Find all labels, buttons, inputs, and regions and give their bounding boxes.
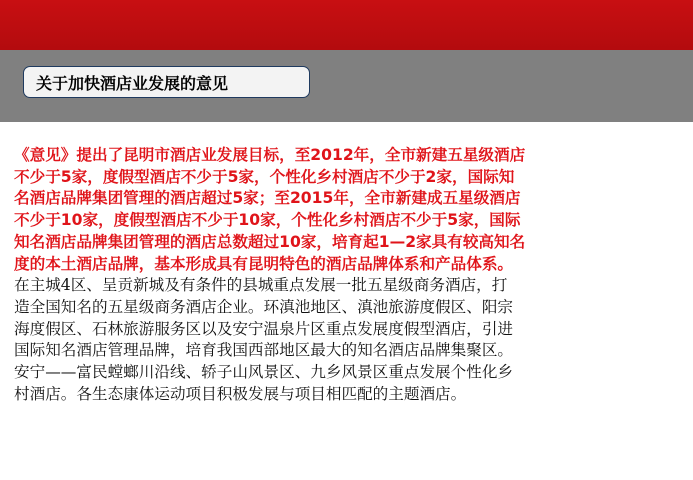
highlight-line: 知名酒店品牌集团管理的酒店总数超过10家，培育起1—2家具有较高知名 bbox=[14, 232, 526, 251]
top-red-bar bbox=[0, 0, 693, 50]
slide-title-box bbox=[23, 66, 310, 98]
body-line: 造全国知名的五星级商务酒店企业。环滇池地区、滇池旅游度假区、阳宗 bbox=[14, 297, 514, 316]
highlight-line: 名酒店品牌集团管理的酒店超过5家；至2015年，全市新建成五星级酒店 bbox=[14, 189, 521, 208]
body-line: 安宁——富民螳螂川沿线、轿子山风景区、九乡风景区重点发展个性化乡 bbox=[14, 363, 514, 382]
highlight-line: 不少于5家，度假型酒店不少于5家，个性化乡村酒店不少于2家，国际知 bbox=[14, 167, 515, 186]
body-line: 村酒店。各生态康体运动项目积极发展与项目相匹配的主题酒店。 bbox=[14, 384, 467, 403]
body-paragraph bbox=[14, 275, 674, 405]
body-line: 国际知名酒店管理品牌，培育我国西部地区最大的知名酒店品牌集聚区。 bbox=[14, 341, 514, 360]
slide-title: 关于加快酒店业发展的意见 bbox=[36, 73, 229, 93]
highlight-line: 度的本土酒店品牌，基本形成具有昆明特色的酒店品牌体系和产品体系。 bbox=[14, 254, 514, 273]
body-line: 在主城4区、呈贡新城及有条件的县城重点发展一批五星级商务酒店，打 bbox=[14, 276, 508, 295]
highlight-line: 《意见》提出了昆明市酒店业发展目标，至2012年，全市新建五星级酒店 bbox=[14, 146, 526, 164]
slide-content bbox=[14, 145, 674, 405]
body-line: 海度假区、石林旅游服务区以及安宁温泉片区重点发展度假型酒店，引进 bbox=[14, 319, 514, 338]
highlight-paragraph bbox=[14, 145, 674, 275]
highlight-line: 不少于10家，度假型酒店不少于10家，个性化乡村酒店不少于5家，国际 bbox=[14, 211, 521, 230]
